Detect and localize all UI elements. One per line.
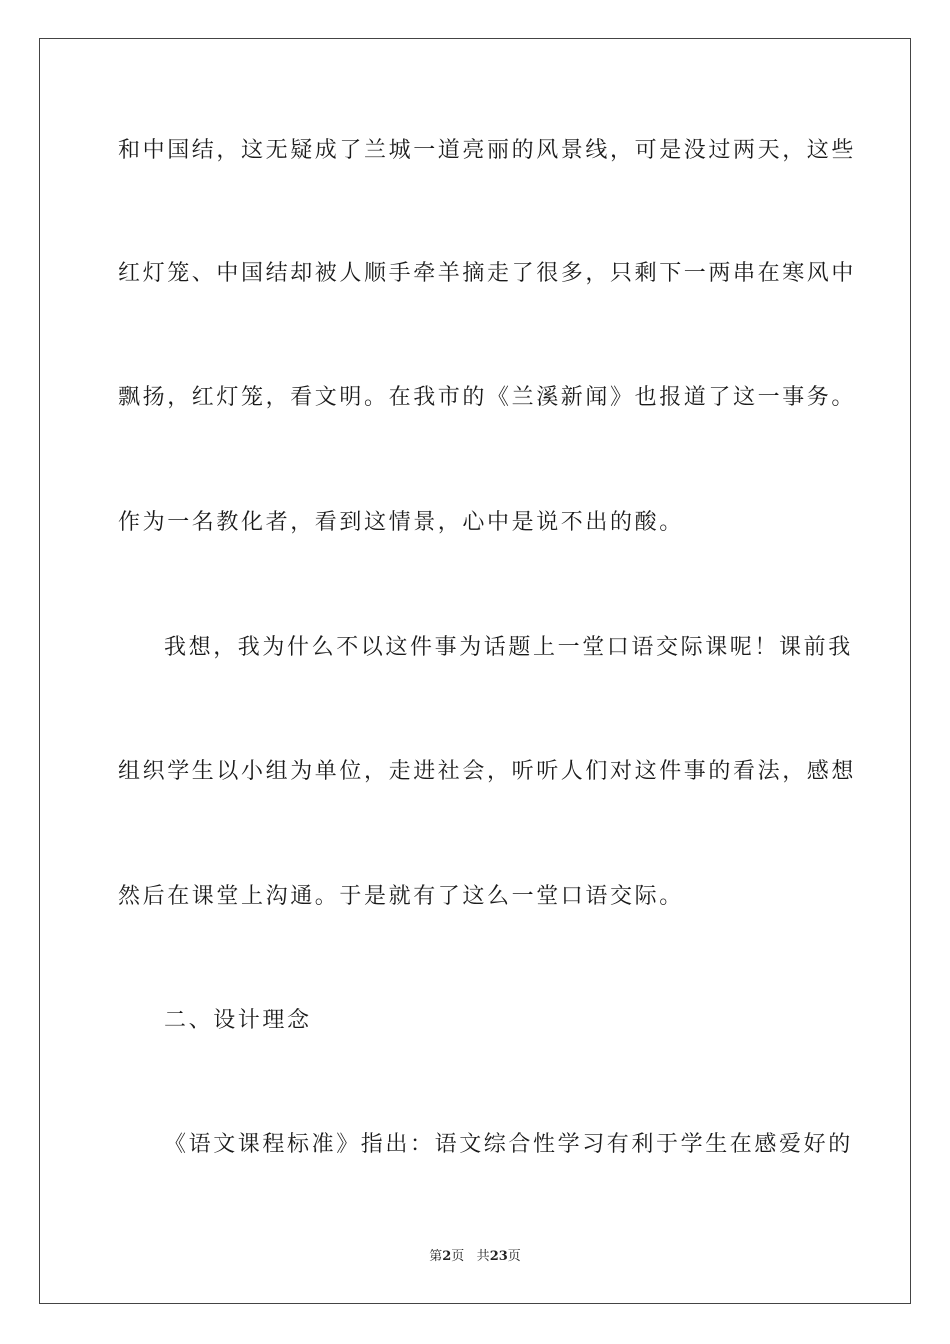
paragraph-line-2: 红灯笼、中国结却被人顺手牵羊摘走了很多，只剩下一两串在寒风中 <box>118 261 857 286</box>
paragraph-line-4: 作为一名教化者，看到这情景，心中是说不出的酸。 <box>118 510 684 535</box>
footer-page-suffix: 页 <box>451 1249 465 1264</box>
footer-page-number: 2 <box>442 1249 452 1264</box>
paragraph-line-1: 和中国结，这无疑成了兰城一道亮丽的风景线，可是没过两天，这些 <box>118 138 857 163</box>
footer-total-prefix: 共 <box>476 1249 490 1264</box>
paragraph-line-9: 《语文课程标准》指出：语文综合性学习有利于学生在感爱好的 <box>164 1132 853 1157</box>
paragraph-line-5: 我想，我为什么不以这件事为话题上一堂口语交际课呢！课前我 <box>164 635 853 660</box>
footer-total-suffix: 页 <box>507 1249 521 1264</box>
footer-page-prefix: 第 <box>429 1249 443 1264</box>
section-heading: 二、设计理念 <box>164 1008 312 1033</box>
paragraph-line-3: 飘扬，红灯笼，看文明。在我市的《兰溪新闻》也报道了这一事务。 <box>118 385 857 410</box>
footer-total-pages: 23 <box>489 1249 508 1264</box>
page-border <box>39 38 911 1304</box>
paragraph-line-7: 然后在课堂上沟通。于是就有了这么一堂口语交际。 <box>118 884 684 909</box>
paragraph-line-6: 组织学生以小组为单位，走进社会，听听人们对这件事的看法，感想 <box>118 759 857 784</box>
page-footer <box>0 1248 950 1266</box>
